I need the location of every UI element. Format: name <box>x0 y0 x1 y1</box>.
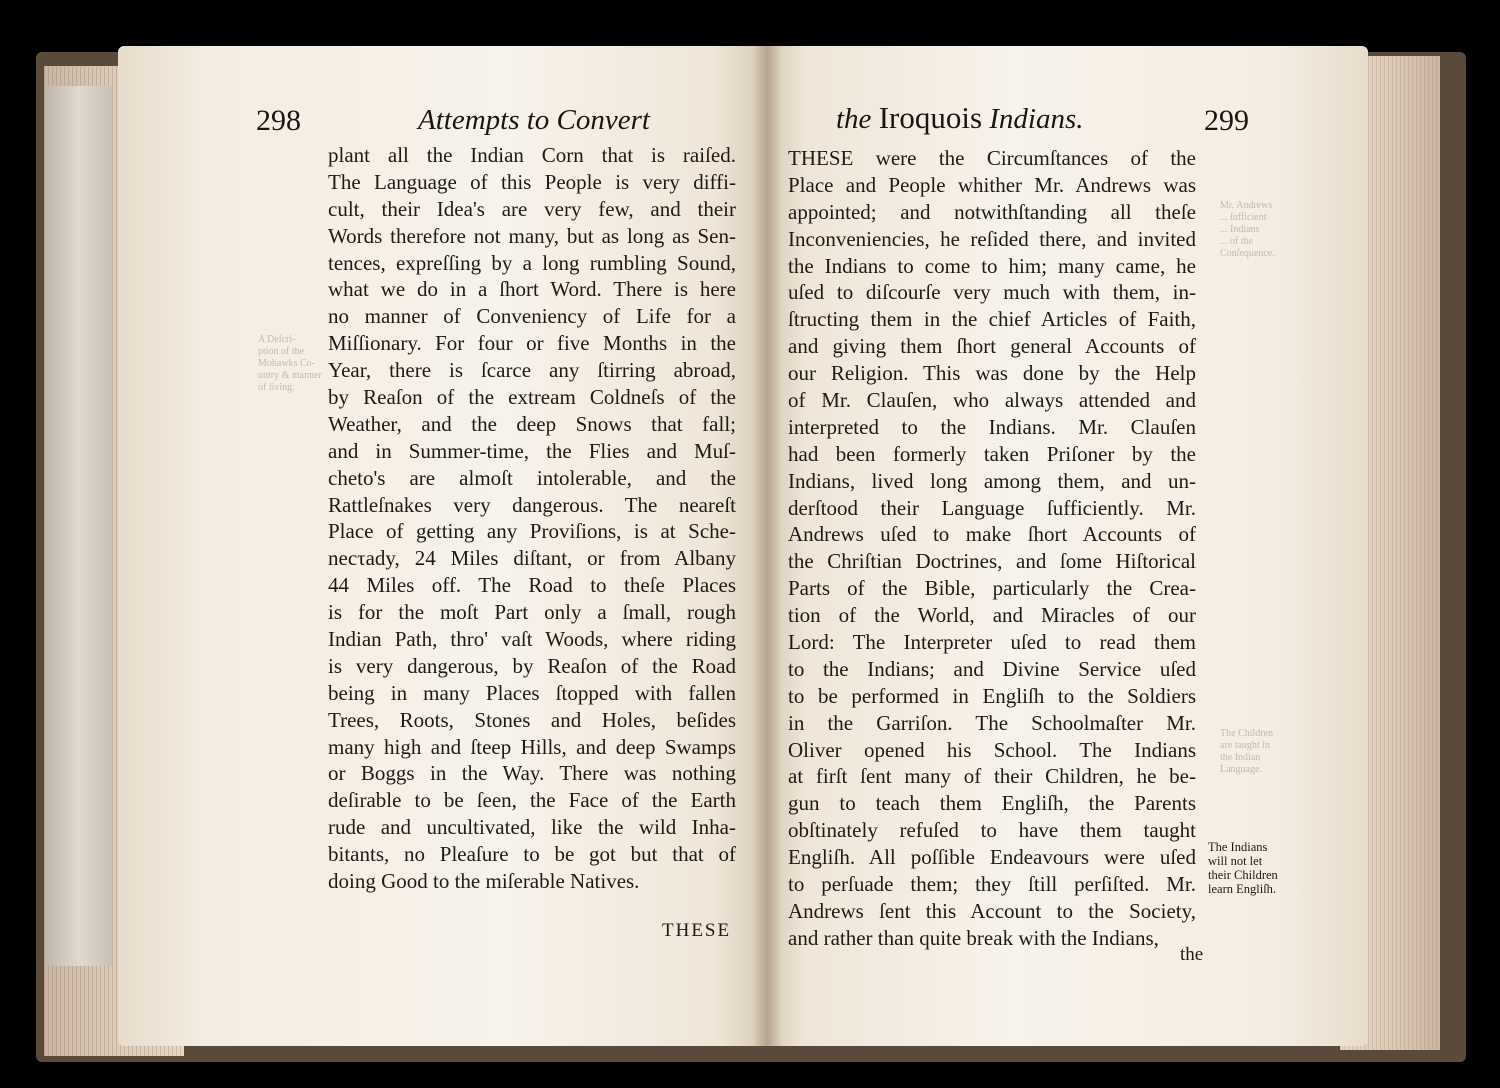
text-line: Rattleſnakes very dangerous. The neareſt <box>328 492 736 517</box>
text-line: being in many Places ſtopped with fallen <box>328 680 736 705</box>
text-line: Engliſh. All poſſible Endeavours were uſed <box>788 845 1196 870</box>
text-line: our Religion. This was done by the Help <box>788 361 1196 386</box>
text-line: had been formerly taken Priſoner by the <box>788 441 1196 466</box>
left-page-number: 298 <box>256 104 301 137</box>
text-line: Parts of the Bible, particularly the Crea- <box>788 576 1196 601</box>
text-line: Miſſionary. For four or five Months in the <box>328 331 736 356</box>
text-line: cheto's are almoſt intolerable, and the <box>328 465 736 490</box>
text-line: and in Summer-time, the Flies and Muſ- <box>328 438 736 463</box>
text-line: to the Indians; and Divine Service uſed <box>788 656 1196 681</box>
text-line: tion of the World, and Miracles of our <box>788 603 1196 628</box>
text-line: doing Good to the miſerable Natives. <box>328 869 640 894</box>
text-line: bitants, no Pleaſure to be got but that of <box>328 842 736 867</box>
text-line: is for the moſt Part only a ſmall, rough <box>328 600 736 625</box>
text-line: cult, their Idea's are very few, and their <box>328 196 736 221</box>
text-line: ſtructing them in the chief Articles of Faith, <box>788 307 1196 332</box>
text-line: Indians, lived long among them, and un- <box>788 468 1196 493</box>
text-line: deſirable to be ſeen, the Face of the Earth <box>328 788 736 813</box>
margin-sidenote <box>1208 840 1278 896</box>
left-catchword: THESE <box>662 920 732 941</box>
right-page-text <box>788 145 1196 952</box>
running-title-suffix: Indians. <box>989 103 1084 135</box>
book-gutter <box>752 46 782 1046</box>
text-line: Words therefore not many, but as long as Sen- <box>328 223 736 248</box>
text-line: in the Garriſon. The Schoolmaſter Mr. <box>788 710 1196 735</box>
text-line: the Indians to come to him; many came, he <box>788 253 1196 278</box>
text-line: at firſt ſent many of their Children, he be- <box>788 764 1196 789</box>
bleed-through-note: A Deſcri- ption of the Mohawks Co- untry & manner of living. <box>258 334 322 393</box>
right-page-number: 299 <box>1204 104 1249 137</box>
sidenote-line: learn Engliſh. <box>1208 882 1277 896</box>
text-line: Andrews ſent this Account to the Society, <box>788 898 1196 923</box>
text-line: and giving them ſhort general Accounts of <box>788 334 1196 359</box>
text-line: of Mr. Clauſen, who always attended and <box>788 388 1196 413</box>
right-running-title <box>836 100 1084 136</box>
text-line: THESE were the Circumſtances of the <box>788 146 1196 170</box>
text-line: to be performed in Engliſh to the Soldiers <box>788 683 1196 708</box>
text-line: gun to teach them Engliſh, the Parents <box>788 791 1196 816</box>
text-line: Oliver opened his School. The Indians <box>788 737 1196 762</box>
text-line: is very dangerous, by Reaſon of the Road <box>328 653 736 678</box>
text-line: by Reaſon of the extream Coldneſs of the <box>328 385 736 410</box>
running-title-main: Iroquois <box>878 100 983 135</box>
text-line: appointed; and notwithſtanding all theſe <box>788 199 1196 224</box>
text-line: 44 Miles off. The Road to theſe Places <box>328 573 736 598</box>
text-line: necτady, 24 Miles diſtant, or from Albany <box>328 546 736 571</box>
text-line: Year, there is ſcarce any ſtirring abroad, <box>328 358 736 383</box>
bleed-through-note: Mr. Andrews ... ſufficient ... Indians ... of the Conſequence. <box>1220 200 1275 259</box>
text-line: Andrews uſed to make ſhort Accounts of <box>788 522 1196 547</box>
text-line: plant all the Indian Corn that is raiſed. <box>328 143 736 167</box>
running-title-prefix: the <box>836 103 872 135</box>
text-line: Indian Path, thro' vaſt Woods, where riding <box>328 627 736 652</box>
text-line: The Language of this People is very diffi- <box>328 169 736 194</box>
text-line: rude and uncultivated, like the wild Inha- <box>328 815 736 840</box>
text-line: Inconveniencies, he reſided there, and invited <box>788 226 1196 251</box>
text-line: derſtood their Language ſufficiently. Mr. <box>788 495 1196 520</box>
bookmark-ribbon <box>46 86 112 966</box>
text-line: and rather than quite break with the Indians, <box>788 925 1159 950</box>
text-line: or Boggs in the Way. There was nothing <box>328 761 736 786</box>
text-line: the Chriſtian Doctrines, and ſome Hiſtorical <box>788 549 1196 574</box>
text-line: Trees, Roots, Stones and Holes, beſides <box>328 707 736 732</box>
text-line: many high and ſteep Hills, and deep Swamps <box>328 734 736 759</box>
sidenote-line: The Indians <box>1208 840 1268 854</box>
bleed-through-note: The Children are taught in the Indian Language. <box>1220 728 1274 775</box>
left-page-text <box>328 142 736 895</box>
text-line: Place of getting any Proviſions, is at Sche- <box>328 519 736 544</box>
text-line: uſed to diſcourſe very much with them, in- <box>788 280 1196 305</box>
text-line: no manner of Conveniency of Life for a <box>328 304 736 329</box>
right-catchword: the <box>1180 944 1204 965</box>
text-line: tences, expreſſing by a long rumbling Sound, <box>328 250 736 275</box>
text-line: Place and People whither Mr. Andrews was <box>788 172 1196 197</box>
text-line: Lord: The Interpreter uſed to read them <box>788 630 1196 655</box>
text-line: to perſuade them; they ſtill perſiſted. Mr. <box>788 872 1196 897</box>
sidenote-line: will not let <box>1208 854 1263 868</box>
sidenote-line: their Children <box>1208 868 1278 882</box>
text-line: interpreted to the Indians. Mr. Clauſen <box>788 414 1196 439</box>
text-line: Weather, and the deep Snows that fall; <box>328 411 736 436</box>
text-line: obſtinately refuſed to have them taught <box>788 818 1196 843</box>
left-running-title: Attempts to Convert <box>418 104 650 136</box>
text-line: what we do in a ſhort Word. There is here <box>328 277 736 302</box>
